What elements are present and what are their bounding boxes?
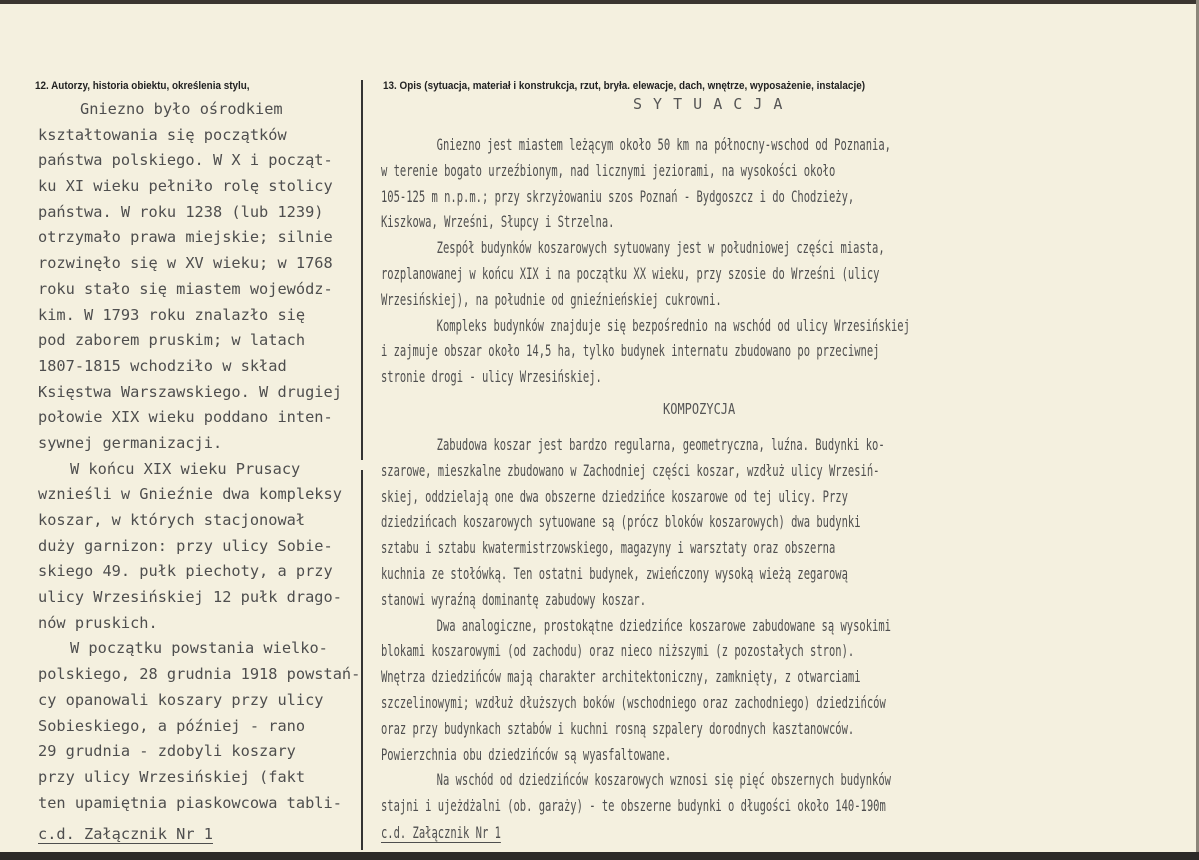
text-line: Zabudowa koszar jest bardzo regularna, geometryczna, luźna. Budynki ko- [436,435,885,454]
text-line: otrzymało prawa miejskie; silnie [38,228,333,247]
text-line: Kompleks budynków znajduje się bezpośrednio na wschód od ulicy Wrzesińskiej [436,315,910,335]
text-line: państwa polskiego. W X i począt- [38,151,333,170]
situation-text [381,132,1199,390]
text-line: sztabu i sztabu kwatermistrzowskiego, magazyny i warsztaty oraz obszerna [381,538,836,558]
text-line: stanowi wyraźną dominantę zabudowy koszar. [381,589,646,609]
text-line: szczelinowymi; wzdłuż dłuższych boków (wschodniego oraz zachodniego) dziedzińców [381,692,886,712]
text-line: szarowe, mieszkalne zbudowano w Zachodniej części koszar, wzdłuż ulicy Wrzesiń- [381,460,880,480]
text-line: roku stało się miastem wojewódz- [38,279,333,298]
column-divider [361,470,363,850]
heading-kompozycja: KOMPOZYCJA [663,400,736,418]
text-line: stronie drogi - ulicy Wrzesińskiej. [381,367,602,387]
text-line: kuchnia ze stołówką. Ten ostatni budynek, zwieńczony wysoką wieżą zegarową [381,563,848,583]
continuation-note-right [381,823,1199,842]
text-line: Wrzesińskiej), na południe od gnieźnieńskiej cukrowni. [381,289,722,309]
text-line: duży garnizon: przy ulicy Sobie- [38,536,333,555]
text-line: i zajmuje obszar około 14,5 ha, tylko budynek internatu zbudowano po przeciwnej [381,341,880,361]
text-line: Gniezno było ośrodkiem [80,100,283,118]
text-line: rozplanowanej w końcu XIX i na początku XX wieku, przy szosie do Wrześni (ulicy [381,263,880,283]
text-line: skiej, oddzielają one dwa obszerne dziedzińce koszarowe od tej ulicy. Przy [381,486,848,506]
section-13-header: 13. Opis (sytuacja, materiał i konstrukcja, rzut, bryła. elewacje, dach, wnętrze, wyposażenie, instalacje) [383,80,865,92]
text-line: wznieśli w Gnieźnie dwa kompleksy [38,485,342,504]
column-divider [361,80,363,460]
text-line: Wnętrza dziedzińców mają charakter architektoniczny, zamknięty, z otwarciami [381,667,861,687]
text-line: Sobieskiego, a później - rano [38,716,306,735]
text-line: Dwa analogiczne, prostokątne dziedzińce koszarowe zabudowane są wysokimi [436,615,891,635]
continuation-note-left: c.d. Załącznik Nr 1 [38,825,213,843]
text-line: nów pruskich. [38,613,158,632]
text-line: blokami koszarowymi (od zachodu) oraz nieco niższymi (z pozostałych stron). [381,641,855,661]
scan-edge-bottom [0,852,1199,860]
text-line: kim. W 1793 roku znalazło się [38,305,306,324]
text-line: skiego 49. pułk piechoty, a przy [38,562,333,581]
text-line: ku XI wieku pełniło rolę stolicy [38,177,333,196]
text-line: 1807-1815 wchodziło w skład [38,356,287,375]
text-line: oraz przy budynkach sztabów i kuchni rosną szpalery dorodnych kasztanowców. [381,718,855,738]
text-line: przy ulicy Wrzesińskiej (fakt [38,767,306,786]
text-line: ten upamiętnia piaskowcowa tabli- [38,793,342,812]
text-line: Powierzchnia obu dziedzińców są wyasfaltowane. [381,744,672,764]
section-12-header: 12. Autorzy, historia obiektu, określenia stylu, [35,80,250,92]
text-line: państwa. W roku 1238 (lub 1239) [38,202,324,221]
text-line: dziedzińcach koszarowych sytuowane są (prócz bloków koszarowych) dwa budynki [381,512,861,532]
text-line: Na wschód od dziedzińców koszarowych wznosi się pięć obszernych budynków [436,770,891,790]
text-line: W początku powstania wielko- [70,639,328,658]
text-line: koszar, w których stacjonował [38,511,306,529]
history-text [38,97,360,816]
text-line: polskiego, 28 grudnia 1918 powstań- [38,665,361,684]
heading-sytuacja: S Y T U A C J A [633,95,784,113]
text-line: W końcu XIX wieku Prusacy [70,459,301,478]
text-line: ulicy Wrzesińskiej 12 pułk drago- [38,588,342,607]
text-line: Zespół budynków koszarowych sytuowany jest w południowej części miasta, [436,238,885,258]
scan-edge-top [0,0,1199,4]
continuation-note-right-text: c.d. Załącznik Nr 1 [381,823,501,842]
text-line: 29 grudnia - zdobyli koszary [38,742,296,761]
text-line: rozwinęło się w XV wieku; w 1768 [38,254,333,273]
text-line: połowie XIX wieku poddano inten- [38,408,333,427]
text-line: w terenie bogato urzeźbionym, nad licznymi jeziorami, na wysokości około [381,160,836,180]
text-line: stajni i ujeżdżalni (ob. garaży) - te obszerne budynki o długości około 140-190m [381,796,886,816]
text-line: kształtowania się początków [38,125,287,144]
text-line: Gniezno jest miastem leżącym około 50 km na północny-wschod od Poznania, [436,135,891,154]
text-line: Księstwa Warszawskiego. W drugiej [38,382,342,401]
text-line: cy opanowali koszary przy ulicy [38,690,324,709]
text-line: 105-125 m n.p.m.; przy skrzyżowaniu szos Poznań - Bydgoszcz i do Chodzieży, [381,186,855,206]
text-line: Kiszkowa, Wrześni, Słupcy i Strzelna. [381,212,615,232]
text-line: pod zaborem pruskim; w latach [38,331,306,350]
composition-text [381,432,1199,819]
text-line: sywnej germanizacji. [38,433,223,452]
